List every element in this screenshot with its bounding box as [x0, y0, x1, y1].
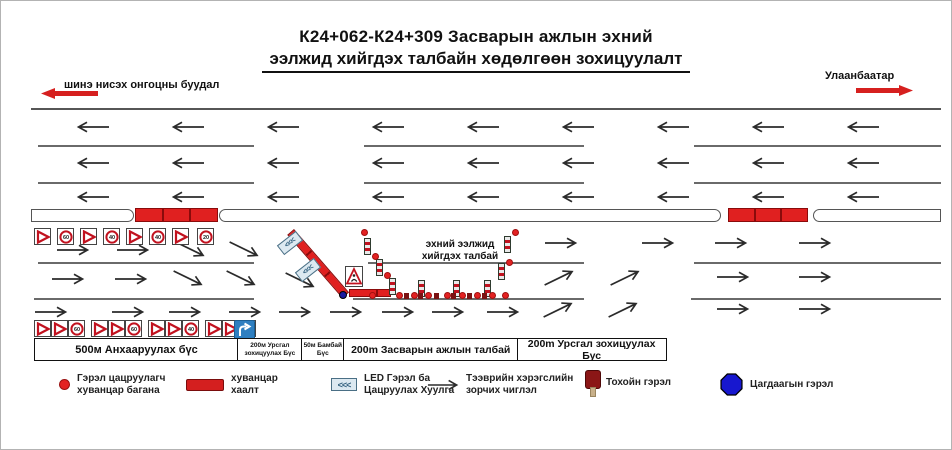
- led-light-panel: <<<: [295, 258, 321, 282]
- zone-cell-warning: [34, 338, 239, 361]
- traffic-arrow: [561, 156, 595, 170]
- zone-cell-work-label: 200m Засварын ажлын талбай: [351, 343, 511, 356]
- delineator-post: [376, 259, 383, 276]
- warning-sign: [126, 228, 143, 245]
- warning-sign: [148, 320, 165, 337]
- barrier-block: [755, 208, 782, 222]
- traffic-arrow: [228, 305, 262, 319]
- barrier-block: [728, 208, 755, 222]
- delineator-post: [364, 238, 371, 255]
- lane-line: [694, 262, 941, 264]
- legend-item-plastic-barrier: [186, 373, 278, 396]
- speed-limit-sign: [125, 320, 142, 337]
- police-light-dot: [339, 291, 347, 299]
- reflective-post-dot: [384, 272, 391, 279]
- traffic-arrow: [171, 190, 205, 204]
- traffic-arrow: [381, 305, 415, 319]
- roadwork-sign: [345, 266, 363, 287]
- zone-cell-flow2-label: 200m Урсгал зохицуулах Бус: [527, 337, 656, 362]
- traffic-arrow: [371, 120, 405, 134]
- traffic-arrow: [226, 235, 263, 262]
- zone-cell-warning-label: 500м Анхааруулах бүс: [75, 343, 198, 356]
- reflective-post-dot: [512, 229, 519, 236]
- reflective-post-dot: [411, 292, 418, 299]
- warning-sign: [51, 320, 68, 337]
- traffic-arrow: [846, 190, 880, 204]
- traffic-arrow: [751, 156, 785, 170]
- lane-line: [694, 145, 941, 147]
- zone-table: [34, 338, 667, 361]
- reflective-post-dot: [502, 292, 509, 299]
- reflective-post-dot: [425, 292, 432, 299]
- traffic-arrow: [798, 270, 832, 284]
- reflective-post-dot: [369, 292, 376, 299]
- barrier-block: [190, 208, 218, 222]
- legend-label: [466, 373, 573, 396]
- traffic-arrow: [329, 305, 363, 319]
- warning-sign: [34, 320, 51, 337]
- traffic-arrow: [466, 190, 500, 204]
- traffic-arrow: [751, 120, 785, 134]
- legend-label: Тохойн гэрэл: [606, 377, 672, 389]
- traffic-arrow: [846, 120, 880, 134]
- lane-line: [38, 145, 254, 147]
- traffic-arrow: [76, 120, 110, 134]
- traffic-arrow: [656, 120, 690, 134]
- legend-label-line2: хаалт: [231, 384, 259, 396]
- warning-sign: [80, 228, 97, 245]
- traffic-arrow: [716, 270, 750, 284]
- lane-line: [368, 262, 584, 264]
- elbow-light-icon: [585, 370, 599, 396]
- traffic-arrow: [266, 190, 300, 204]
- traffic-arrow: [540, 296, 577, 323]
- traffic-arrow: [76, 156, 110, 170]
- legend-label-line1: Гэрэл цацруулагч: [77, 373, 166, 384]
- reflective-post-dot: [459, 292, 466, 299]
- svg-text:40: 40: [108, 234, 115, 241]
- lane-line: [691, 298, 941, 300]
- traffic-arrow: [111, 305, 145, 319]
- reflective-post-icon: [59, 379, 70, 390]
- zone-cell-buffer-line1: 50м Бамбай: [303, 342, 343, 349]
- title-line-2: ээлжид хийгдэх талбайн хөдөлгөөн зохицуулалт: [262, 48, 691, 73]
- direction-arrow-icon: [427, 378, 459, 392]
- reflective-post-dot: [489, 292, 496, 299]
- legend-item-elbow-light: [585, 370, 671, 396]
- legend-label: [77, 373, 165, 396]
- traffic-arrow: [656, 156, 690, 170]
- barrier-block: [135, 208, 163, 222]
- small-barrier-block: [404, 293, 409, 299]
- lane-line: [364, 182, 584, 184]
- legend-item-reflective-post: [59, 373, 165, 396]
- warning-sign: [108, 320, 125, 337]
- speed-limit-sign: [182, 320, 199, 337]
- median-island: [219, 209, 721, 222]
- lane-line: [694, 182, 941, 184]
- legend-label-line1: LED Гэрэл ба: [364, 373, 431, 384]
- traffic-arrow: [486, 305, 520, 319]
- traffic-arrow: [223, 264, 260, 291]
- speed-limit-sign: [68, 320, 85, 337]
- work-area-label-line-1: эхний ээлжид: [425, 239, 495, 250]
- small-barrier-block: [482, 293, 487, 299]
- traffic-arrow: [541, 264, 578, 291]
- speed-limit-sign: [149, 228, 166, 245]
- destination-right-label: Улаанбаатар: [825, 70, 895, 82]
- led-light-panel: <<<: [277, 231, 303, 255]
- traffic-arrow: [114, 272, 148, 286]
- zone-cell-work-area: [343, 338, 518, 361]
- traffic-arrow: [798, 236, 832, 250]
- reflective-post-dot: [361, 229, 368, 236]
- traffic-arrow: [641, 236, 675, 250]
- svg-text:40: 40: [187, 326, 194, 333]
- small-barrier-block: [434, 293, 439, 299]
- median-island: [813, 209, 941, 222]
- traffic-arrow: [544, 236, 578, 250]
- warning-sign: [91, 320, 108, 337]
- zone-cell-flow-control-1: [237, 338, 302, 361]
- traffic-arrow: [656, 190, 690, 204]
- led-panel-icon: <<<: [331, 378, 357, 391]
- zone-cell-buffer-line2: Бүс: [316, 349, 329, 357]
- reflective-post-dot: [396, 292, 403, 299]
- traffic-arrow: [168, 305, 202, 319]
- small-barrier-block: [451, 293, 456, 299]
- work-area-label: [401, 239, 519, 262]
- legend-label-line1: Тээврийн хэрэгслийн: [466, 373, 574, 384]
- svg-text:20: 20: [202, 234, 209, 241]
- traffic-arrow: [34, 305, 68, 319]
- lane-line: [34, 298, 254, 300]
- speed-limit-sign: [197, 228, 214, 245]
- legend-label-line2: Цацруулах Хуулга: [364, 384, 455, 396]
- traffic-arrow: [605, 296, 642, 323]
- traffic-arrow: [466, 156, 500, 170]
- warning-sign: [165, 320, 182, 337]
- legend-item-police-light: [720, 373, 833, 396]
- delineator-post: [389, 278, 396, 295]
- legend-label: [231, 373, 278, 396]
- traffic-arrow: [51, 272, 85, 286]
- barrier-block: [781, 208, 808, 222]
- traffic-arrow: [171, 120, 205, 134]
- traffic-arrow: [76, 190, 110, 204]
- title-line-1: К24+062-К24+309 Засварын ажлын эхний: [299, 27, 653, 46]
- work-area-label-line-2: хийгдэх талбай: [421, 250, 499, 262]
- zone-cell-flow1-line1: 200м Урсгал: [250, 342, 290, 349]
- legend-label-line1: хуванцар: [231, 373, 278, 384]
- svg-text:60: 60: [130, 326, 137, 333]
- median-barrier-blocks: [728, 208, 808, 222]
- traffic-arrow: [266, 156, 300, 170]
- warning-sign: [172, 228, 189, 245]
- traffic-arrow: [716, 302, 750, 316]
- svg-text:60: 60: [73, 326, 80, 333]
- traffic-arrow: [561, 190, 595, 204]
- police-light-icon: [720, 373, 743, 396]
- reflective-post-dot: [444, 292, 451, 299]
- traffic-arrow: [798, 302, 832, 316]
- svg-text:40: 40: [154, 234, 161, 241]
- traffic-arrow: [466, 120, 500, 134]
- small-barrier-block: [418, 293, 423, 299]
- delineator-post: [498, 263, 505, 280]
- traffic-arrow: [846, 156, 880, 170]
- reflective-post-dot: [372, 253, 379, 260]
- traffic-arrow: [371, 190, 405, 204]
- legend-item-direction-arrow: [427, 373, 573, 396]
- traffic-arrow: [171, 156, 205, 170]
- speed-limit-sign: [103, 228, 120, 245]
- traffic-arrow: [170, 264, 207, 291]
- lane-line: [364, 145, 584, 147]
- barrier-block: [163, 208, 191, 222]
- destination-left-label: шинэ нисэх онгоцны буудал: [64, 79, 220, 91]
- reflective-post-dot: [474, 292, 481, 299]
- warning-sign: [34, 228, 51, 245]
- traffic-arrow: [371, 156, 405, 170]
- traffic-arrow: [56, 243, 90, 257]
- traffic-arrow: [431, 305, 465, 319]
- zone-cell-buffer: [301, 338, 345, 361]
- plastic-barrier-icon: [186, 379, 224, 391]
- traffic-arrow: [607, 264, 644, 291]
- svg-text:60: 60: [62, 234, 69, 241]
- zone-cell-flow1-line2: зохицуулах Бүс: [244, 349, 296, 357]
- lane-line: [31, 108, 941, 110]
- traffic-arrow: [751, 190, 785, 204]
- traffic-arrow: [278, 305, 312, 319]
- legend-label-line2: хуванцар багана: [77, 384, 160, 396]
- legend-label: Цагдаагын гэрэл: [750, 378, 834, 390]
- traffic-arrow: [116, 243, 150, 257]
- traffic-arrow: [714, 236, 748, 250]
- median-barrier-blocks: [135, 208, 218, 222]
- lane-line: [38, 182, 254, 184]
- traffic-arrow: [561, 120, 595, 134]
- warning-sign: [205, 320, 222, 337]
- zone-cell-flow-control-2: [517, 338, 667, 361]
- lane-line: [38, 262, 254, 264]
- speed-limit-sign: [57, 228, 74, 245]
- median-island: [31, 209, 134, 222]
- traffic-arrow: [266, 120, 300, 134]
- small-barrier-block: [467, 293, 472, 299]
- legend-label-line2: зорчих чиглэл: [466, 384, 537, 396]
